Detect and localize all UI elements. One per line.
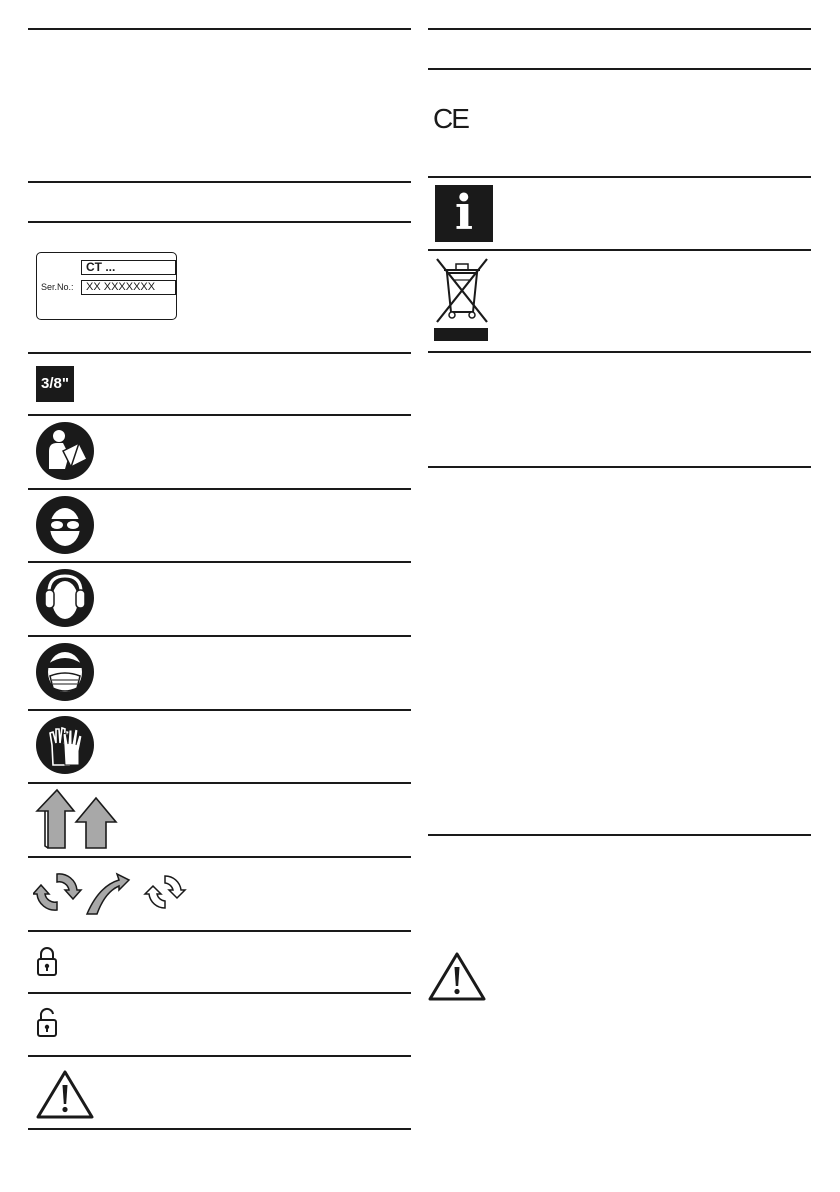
- warning-icon: [427, 950, 487, 1002]
- lock-closed-icon: [36, 946, 58, 978]
- divider: [28, 221, 411, 223]
- divider: [428, 351, 811, 353]
- arrow-up-icon: [34, 786, 124, 852]
- serial-number: XX XXXXXXX: [81, 280, 176, 295]
- divider: [28, 635, 411, 637]
- drive-size-badge: 3/8": [36, 366, 74, 402]
- dust-mask-icon: [35, 642, 95, 702]
- divider: [28, 488, 411, 490]
- divider: [28, 561, 411, 563]
- ce-mark: CE: [433, 103, 468, 134]
- rating-plate: [36, 252, 177, 320]
- warning-icon: [35, 1068, 95, 1120]
- divider: [428, 28, 811, 30]
- weee-bin-icon: [432, 256, 492, 344]
- divider: [428, 68, 811, 70]
- divider: [28, 856, 411, 858]
- lock-open-icon: [36, 1007, 62, 1039]
- rotation-direction-icon: [33, 866, 193, 918]
- divider: [428, 249, 811, 251]
- gloves-icon: [35, 715, 95, 775]
- divider: [428, 176, 811, 178]
- divider: [28, 1128, 411, 1130]
- serial-label: Ser.No.:: [41, 282, 74, 292]
- divider: [28, 414, 411, 416]
- divider: [28, 992, 411, 994]
- divider: [428, 466, 811, 468]
- divider: [28, 181, 411, 183]
- divider: [28, 352, 411, 354]
- model-number: CT ...: [81, 260, 176, 275]
- info-icon: i: [435, 185, 493, 242]
- divider: [28, 1055, 411, 1057]
- ear-protection-icon: [35, 568, 95, 628]
- divider: [428, 834, 811, 836]
- divider: [28, 28, 411, 30]
- divider: [28, 709, 411, 711]
- eye-protection-icon: [35, 495, 95, 555]
- divider: [28, 930, 411, 932]
- read-manual-icon: [35, 421, 95, 481]
- divider: [28, 782, 411, 784]
